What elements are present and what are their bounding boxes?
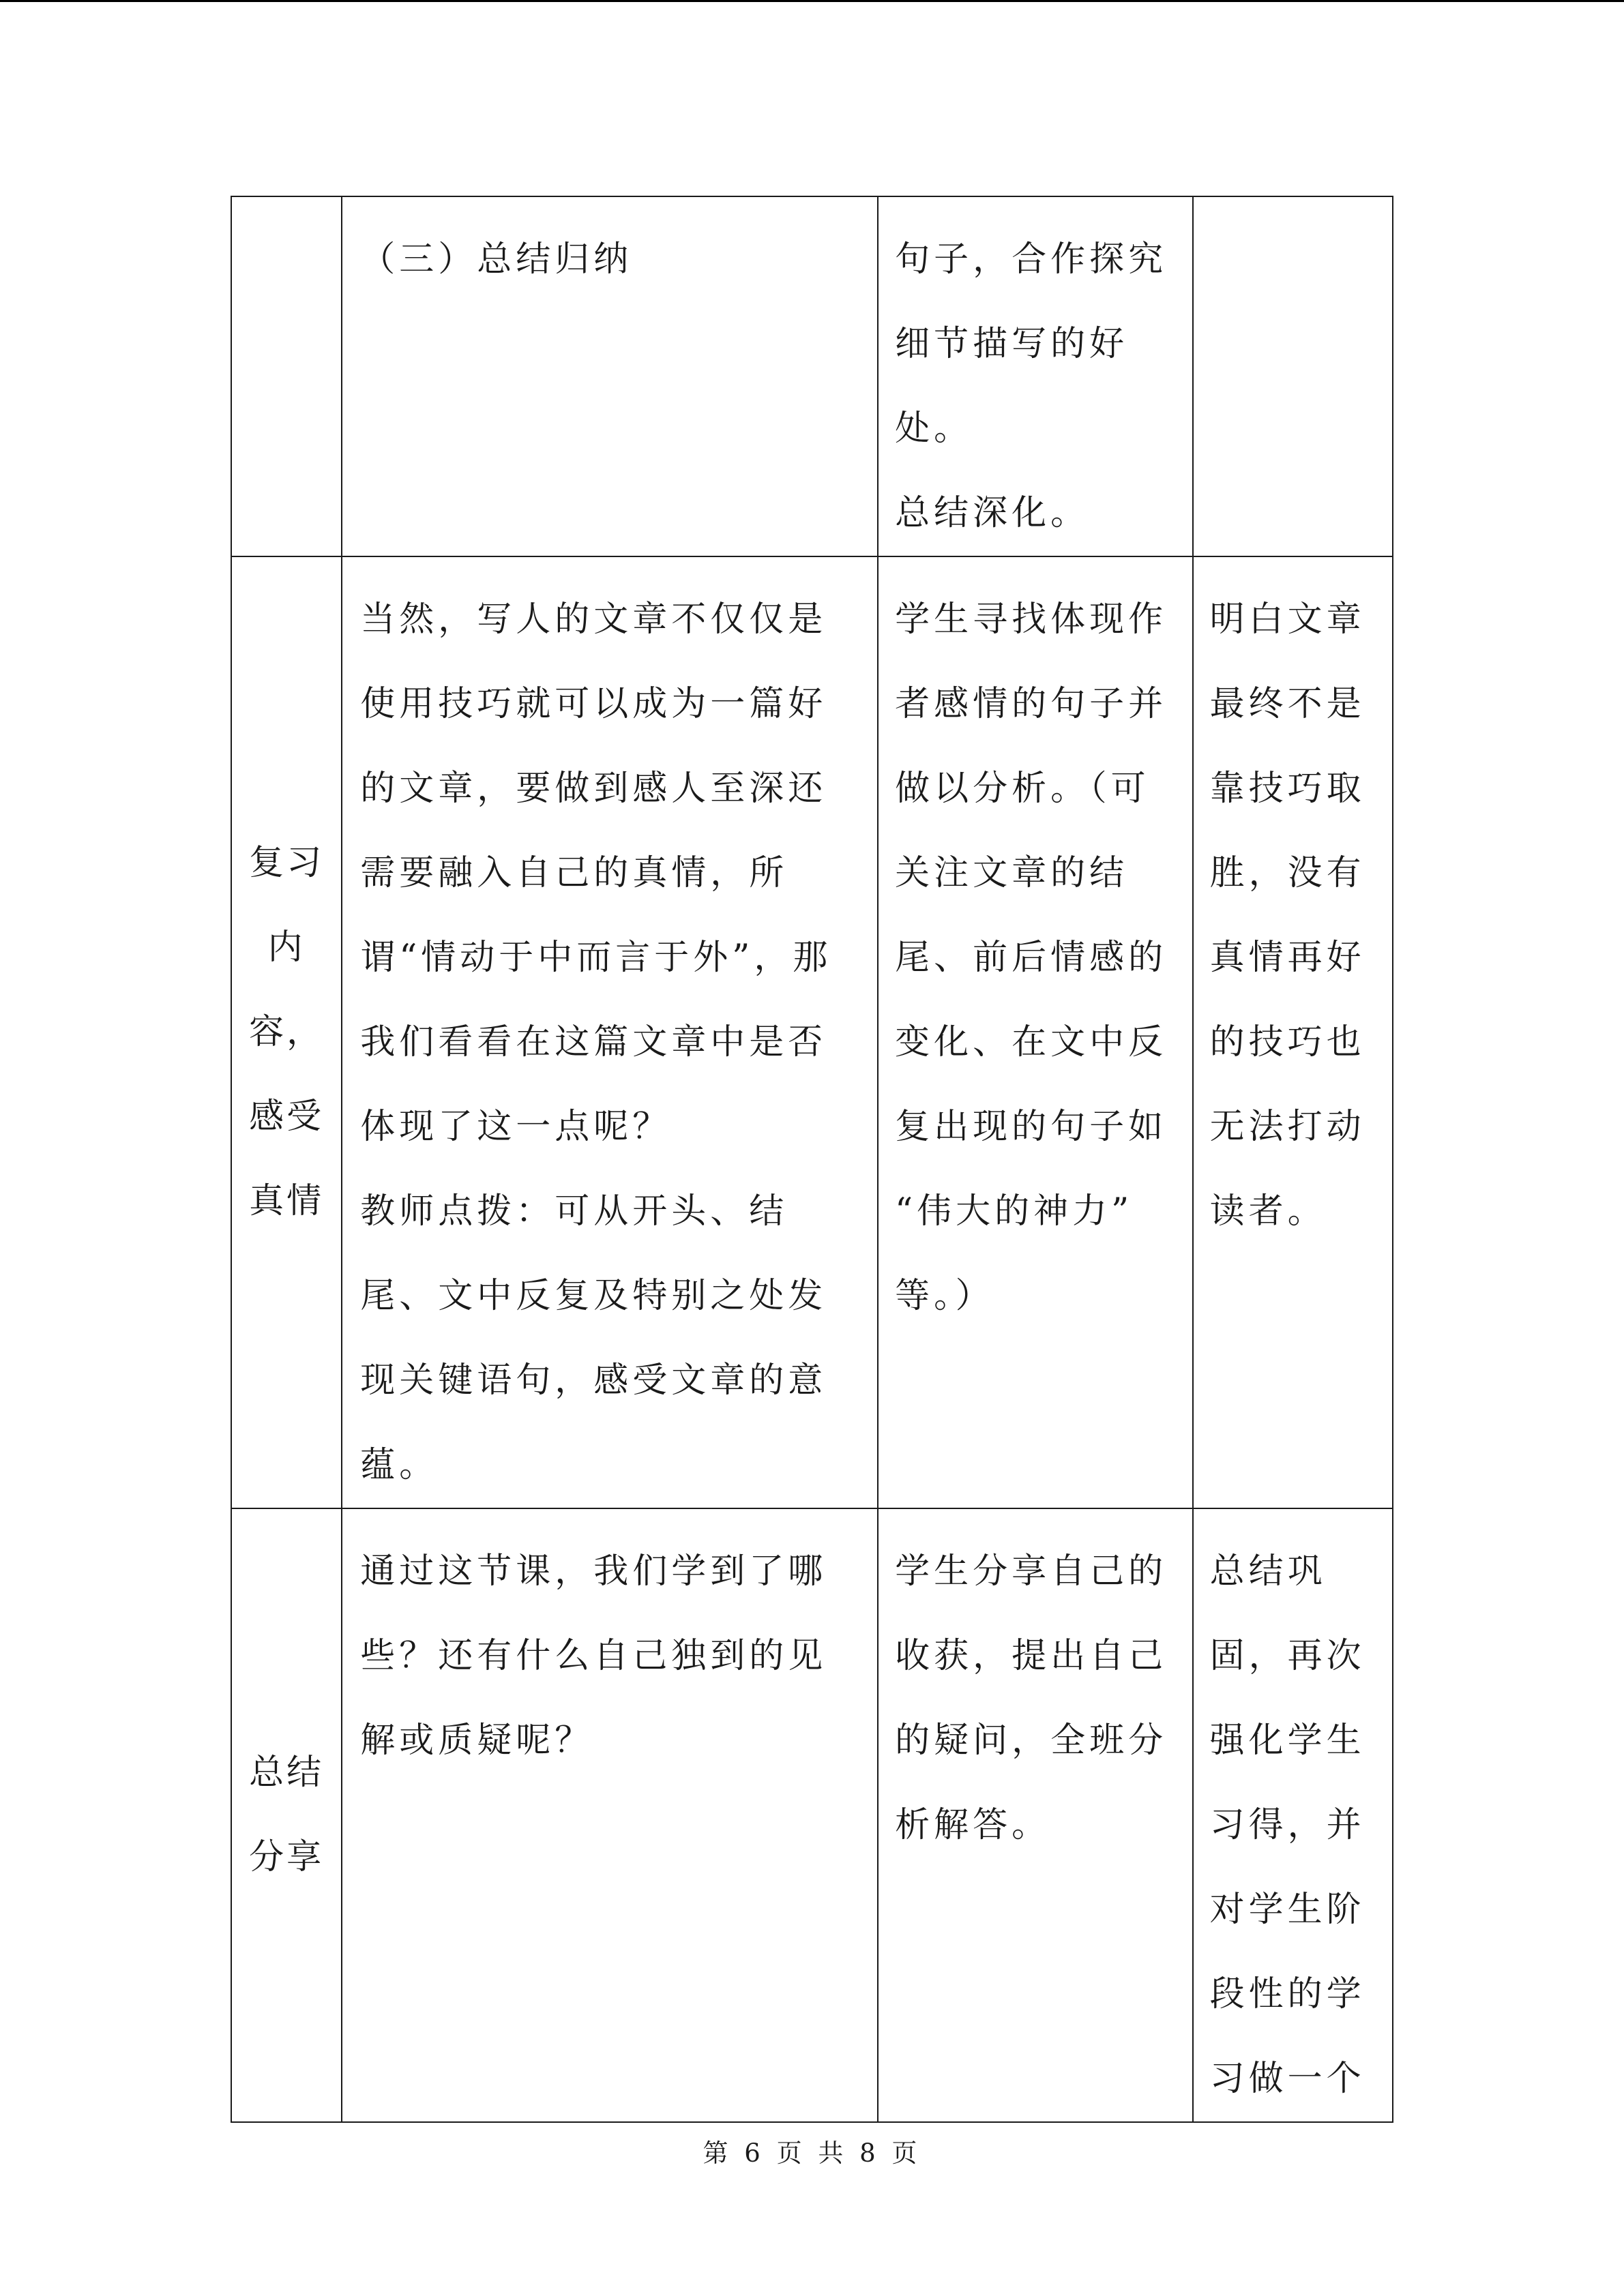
table-row	[231, 556, 1393, 1508]
teacher-activity-cell	[342, 196, 878, 556]
student-activity-cell	[878, 556, 1193, 1508]
teacher-activity-text: （三）总结归纳	[360, 239, 633, 280]
step-cell	[231, 1508, 342, 2122]
student-activity-cell	[878, 196, 1193, 556]
student-activity-cell	[878, 1508, 1193, 2122]
step-cell	[231, 556, 342, 1508]
design-intent-cell	[1193, 1508, 1393, 2122]
student-activity-text: 学生寻找体现作者感情的句子并做以分析。（可 关注文章的结 尾、前后情感的变化、在文中反复出现的句子如 “伟大的神力” 等。）	[895, 599, 1168, 1316]
design-intent-text	[1194, 197, 1392, 218]
table-row	[231, 196, 1393, 556]
table-row	[231, 1508, 1393, 2122]
design-intent-cell	[1193, 556, 1393, 1508]
step-label: 总结 分享	[249, 1753, 325, 1877]
step-cell	[231, 196, 342, 556]
design-intent-text: 明白文章最终不是靠技巧取胜，没有真情再好的技巧也无法打动读者。	[1209, 599, 1365, 1232]
step-label: 复习 内 容， 感受 真情	[249, 843, 325, 1221]
teacher-activity-text: 当然，写人的文章不仅仅是使用技巧就可以成为一篇好的文章，要做到感人至深还需要融入自己的真情，所谓“情动于中而言于外”，那我们看看在这篇文章中是否体现了这一点呢？ 教师点拨：可从开头、结尾、文中反复及特别之处发现关键语句，感受文章的意蕴。	[360, 599, 832, 1485]
student-activity-text: 学生分享自己的收获，提出自己的疑问，全班分析解答。	[895, 1551, 1168, 1845]
design-intent-text: 总结巩固，再次强化学生习得，并对学生阶段性的学习做一个	[1209, 1551, 1365, 2099]
student-activity-text: 句子，合作探究 细节描写的好 处。 总结深化。	[895, 239, 1168, 533]
lesson-plan-table	[231, 196, 1393, 2123]
teacher-activity-text: 通过这节课，我们学到了哪些？还有什么自己独到的见解或质疑呢？	[360, 1551, 827, 1761]
design-intent-cell	[1193, 196, 1393, 556]
top-border-line	[0, 0, 1624, 2]
teacher-activity-cell	[342, 1508, 878, 2122]
page-number-footer: 第 6 页 共 8 页	[703, 2138, 921, 2168]
teacher-activity-cell	[342, 556, 878, 1508]
